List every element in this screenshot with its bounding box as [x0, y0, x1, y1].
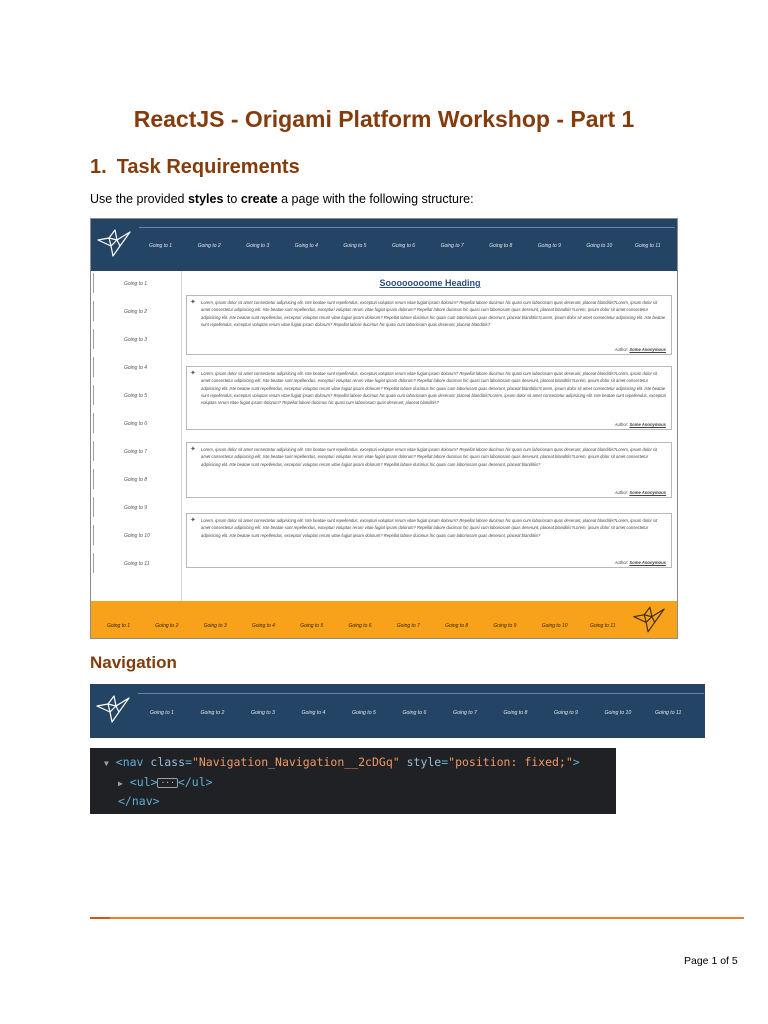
- aside-link-going-to-1[interactable]: [93, 273, 180, 293]
- document-title: ReactJS - Origami Platform Workshop - Part 1: [133, 106, 635, 132]
- post-body: Lorem, ipsum dolor sit amet consectetur adipisicing elit. Iste beatae sunt repellendus, excepturi voluptas rerum vitae fugiat ipsam dolorum? Repellat labore ducimus hic quasi cum laboriosam quas deserunt, placeat blanditiis?Lorem, ipsum dolor sit amet consectetur adipisicing elit. Iste beatae sunt repellendus, excepturi voluptas rerum vitae fugiat ipsam dolorum? Repellat labore ducimus hic quasi cum laboriosam quas deserunt, placeat blanditiis?Lorem, ipsum dolor sit amet consectetur adipisicing elit. Iste beatae sunt repellendus, excepturi voluptas rerum vitae fugiat ipsam dolorum? Repellat labore ducimus hic quasi cum laboriosam quas deserunt, placeat blanditiis?Lorem, ipsum dolor sit amet consectetur adipisicing elit. Iste beatae sunt repellendus, excepturi voluptas rerum vitae fugiat ipsam dolorum? Repellat labore ducimus hic quasi cum laboriosam quas deserunt, placeat blanditiis?: [201, 300, 666, 327]
- post-author: Author: Some Anonymous: [614, 422, 666, 427]
- aside-link-label: Going to 8: [124, 477, 148, 483]
- section-title: Task Requirements: [116, 156, 300, 178]
- aside-link-label: Going to 11: [124, 561, 150, 567]
- devtools-code-panel: [90, 748, 616, 814]
- nav-divider: [139, 227, 675, 228]
- post-bird-icon: ✦: [190, 370, 196, 377]
- nav-link-going-to-3[interactable]: Going to 3: [251, 710, 275, 716]
- subsection-heading: Navigation: [90, 653, 177, 672]
- origami-bird-logo-icon: [94, 692, 132, 731]
- nav-link-going-to-8[interactable]: Going to 8: [503, 710, 528, 716]
- footer-link-going-to-1[interactable]: Going to 1: [107, 623, 131, 629]
- section-number: 1.: [90, 156, 107, 178]
- aside-link-label: Going to 2: [124, 309, 148, 315]
- post-body: Lorem, ipsum dolor sit amet consectetur adipisicing elit. Iste beatae sunt repellendus, excepturi voluptas rerum vitae fugiat ipsam dolorum? Repellat labore ducimus hic quasi cum laboriosam quas deserunt, placeat blanditiis?Lorem, ipsum dolor sit amet consectetur adipisicing elit. Iste beatae sunt repellendus, excepturi voluptas rerum vitae fugiat ipsam dolorum? Repellat labore ducimus hic quasi cum laboriosam quas deserunt, placeat blanditiis?Lorem, ipsum dolor sit amet consectetur adipisicing elit. Iste beatae sunt repellendus, excepturi voluptas rerum vitae fugiat ipsam dolorum? Repellat labore ducimus hic quasi cum laboriosam quas deserunt, placeat blanditiis?: [201, 518, 658, 538]
- nav-link-going-to-10[interactable]: Going to 10: [604, 710, 632, 716]
- nav-link-going-to-3[interactable]: Going to 3: [246, 243, 270, 249]
- post-body: Lorem, ipsum dolor sit amet consectetur adipisicing elit. Iste beatae sunt repellendus, excepturi voluptas rerum vitae fugiat ipsam dolorum? Repellat labore ducimus hic quasi cum laboriosam quas deserunt, placeat blanditiis?Lorem, ipsum dolor sit amet consectetur adipisicing elit. Iste beatae sunt repellendus, excepturi voluptas rerum vitae fugiat ipsam dolorum? Repellat labore ducimus hic quasi cum laboriosam quas deserunt, placeat blanditiis?Lorem, ipsum dolor sit amet consectetur adipisicing elit. Iste beatae sunt repellendus, excepturi voluptas rerum vitae fugiat ipsam dolorum? Repellat labore ducimus hic quasi cum laboriosam quas deserunt, placeat blanditiis?: [201, 447, 658, 467]
- aside-link-label: Going to 9: [124, 505, 148, 511]
- footer-rule: [90, 917, 744, 919]
- post-author: Author: Some Anonymous: [614, 347, 666, 352]
- mockup-navigation-bar: [91, 219, 677, 271]
- nav-divider: [138, 693, 704, 694]
- nav-link-going-to-7[interactable]: Going to 7: [453, 710, 477, 716]
- aside-link-going-to-4[interactable]: [93, 357, 180, 377]
- page-structure-mockup: [90, 218, 678, 639]
- nav-link-going-to-4[interactable]: Going to 4: [301, 710, 326, 716]
- post-card: [186, 366, 672, 430]
- origami-bird-logo-icon: [631, 603, 667, 639]
- footer-link-going-to-10[interactable]: Going to 10: [541, 623, 568, 629]
- footer-link-going-to-6[interactable]: Going to 6: [348, 623, 372, 629]
- footer-link-going-to-5[interactable]: Going to 5: [300, 623, 324, 629]
- section-heading: [90, 156, 300, 179]
- mockup-aside: [91, 271, 182, 601]
- post-body: Lorem, ipsum dolor sit amet consectetur adipisicing elit. Iste beatae sunt repellendus, excepturi voluptas rerum vitae fugiat ipsam dolorum? Repellat labore ducimus hic quasi cum laboriosam quas deserunt, placeat blanditiis?Lorem, ipsum dolor sit amet consectetur adipisicing elit. Iste beatae sunt repellendus, excepturi voluptas rerum vitae fugiat ipsam dolorum? Repellat labore ducimus hic quasi cum laboriosam quas deserunt, placeat blanditiis?Lorem, ipsum dolor sit amet consectetur adipisicing elit. Iste beatae sunt repellendus, excepturi voluptas rerum vitae fugiat ipsam dolorum? Repellat labore ducimus hic quasi cum laboriosam quas deserunt, placeat blanditiis?Lorem, ipsum dolor sit amet consectetur adipisicing elit. Iste beatae sunt repellendus, excepturi voluptas rerum vitae fugiat ipsam dolorum? Repellat labore ducimus hic quasi cum laboriosam quas deserunt, placeat blanditiis?Lorem, ipsum dolor sit amet consectetur adipisicing elit. Iste beatae sunt repellendus, excepturi voluptas rerum vitae fugiat ipsam dolorum? Repellat labore ducimus hic quasi cum laboriosam quas deserunt, placeat blanditiis?: [201, 371, 667, 406]
- footer-link-going-to-4[interactable]: Going to 4: [251, 623, 275, 629]
- nav-link-going-to-8[interactable]: Going to 8: [489, 243, 513, 249]
- aside-link-going-to-5[interactable]: [93, 385, 180, 405]
- nav-link-going-to-2[interactable]: Going to 2: [200, 710, 225, 716]
- footer-link-going-to-9[interactable]: Going to 9: [493, 623, 517, 629]
- post-author: Author: Some Anonymous: [614, 490, 666, 495]
- footer-link-going-to-11[interactable]: Going to 11: [590, 623, 616, 629]
- footer-link-going-to-8[interactable]: Going to 8: [445, 623, 469, 629]
- mockup-main: [183, 271, 677, 601]
- aside-link-label: Going to 1: [124, 281, 148, 287]
- post-author: Author: Some Anonymous: [614, 560, 666, 565]
- aside-link-going-to-11[interactable]: [93, 553, 180, 573]
- intro-text: Use the provided: [90, 192, 188, 206]
- intro-text: to: [223, 192, 241, 206]
- nav-link-going-to-6[interactable]: Going to 6: [402, 710, 427, 716]
- aside-link-label: Going to 7: [124, 449, 148, 455]
- nav-link-going-to-9[interactable]: Going to 9: [554, 710, 578, 716]
- post-card: [186, 295, 672, 355]
- aside-link-label: Going to 10: [124, 533, 150, 539]
- post-bird-icon: ✦: [190, 446, 196, 453]
- expand-triangle-icon[interactable]: ▶: [118, 779, 123, 788]
- code-line-nav-open: ▼ <nav class="Navigation_Navigation__2cDGq" style="position: fixed;">: [104, 755, 580, 769]
- post-card: [186, 442, 672, 498]
- footer-link-going-to-7[interactable]: Going to 7: [396, 623, 420, 629]
- footer-link-going-to-2[interactable]: Going to 2: [155, 623, 179, 629]
- post-bird-icon: ✦: [190, 299, 196, 306]
- nav-link-going-to-10[interactable]: Going to 10: [586, 243, 613, 249]
- footer-link-going-to-3[interactable]: Going to 3: [203, 623, 227, 629]
- collapsed-content-button[interactable]: ···: [157, 778, 177, 788]
- aside-link-label: Going to 4: [124, 365, 148, 371]
- aside-link-going-to-3[interactable]: [93, 329, 180, 349]
- post-bird-icon: ✦: [190, 517, 196, 524]
- aside-link-going-to-2[interactable]: [93, 301, 180, 321]
- aside-link-label: Going to 3: [124, 337, 148, 343]
- nav-link-going-to-11[interactable]: Going to 11: [655, 710, 682, 716]
- intro-text: a page with the following structure:: [277, 192, 474, 206]
- intro-bold-create: create: [240, 192, 278, 206]
- nav-link-going-to-4[interactable]: Going to 4: [294, 243, 318, 249]
- intro-paragraph: [90, 192, 474, 206]
- nav-link-going-to-9[interactable]: Going to 9: [537, 243, 561, 249]
- footer-rule-accent: [90, 917, 110, 919]
- intro-bold-styles: styles: [187, 192, 224, 206]
- navigation-preview: [90, 684, 705, 738]
- aside-link-going-to-7[interactable]: [93, 441, 180, 461]
- code-line-ul: ▶ <ul> ··· </ul>: [118, 775, 213, 789]
- collapse-triangle-icon[interactable]: ▼: [104, 759, 109, 768]
- aside-link-going-to-6[interactable]: [93, 413, 180, 433]
- post-card: [186, 513, 672, 568]
- aside-link-label: Going to 5: [124, 393, 148, 399]
- mockup-footer: [91, 601, 677, 638]
- origami-bird-logo-icon: [95, 226, 133, 265]
- page-number: Page 1 of 5: [684, 955, 738, 967]
- aside-link-label: Going to 6: [124, 421, 148, 427]
- nav-link-going-to-11[interactable]: Going to 11: [635, 243, 661, 249]
- nav-link-going-to-5[interactable]: Going to 5: [352, 710, 376, 716]
- nav-link-going-to-5[interactable]: Going to 5: [343, 243, 367, 249]
- aside-link-going-to-10[interactable]: [93, 525, 180, 545]
- nav-link-going-to-7[interactable]: Going to 7: [440, 243, 464, 249]
- code-line-nav-close: </nav>: [118, 794, 160, 808]
- aside-link-going-to-9[interactable]: [93, 497, 180, 517]
- aside-link-going-to-8[interactable]: [93, 469, 180, 489]
- nav-link-going-to-2[interactable]: Going to 2: [197, 243, 221, 249]
- nav-link-going-to-1[interactable]: Going to 1: [149, 243, 173, 249]
- mockup-heading: Soooooooome Heading: [379, 278, 481, 288]
- nav-link-going-to-6[interactable]: Going to 6: [392, 243, 416, 249]
- nav-link-going-to-1[interactable]: Going to 1: [150, 710, 174, 716]
